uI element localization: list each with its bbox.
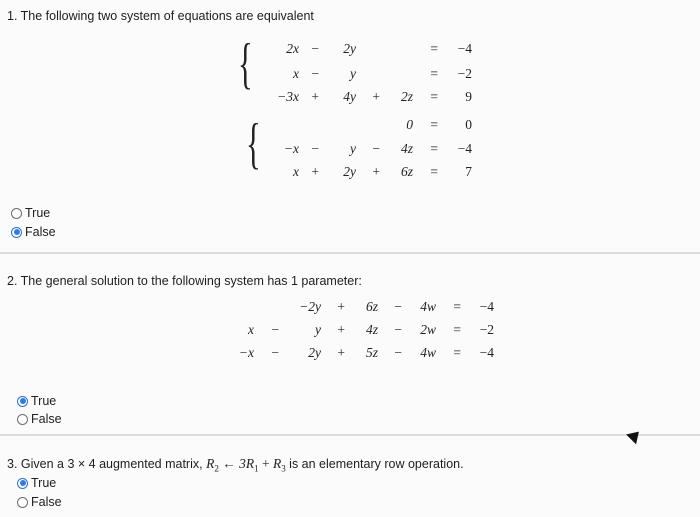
q3-formula-rhs-b: R — [272, 456, 282, 471]
equation-term: 2y — [343, 164, 356, 179]
q2-option-false[interactable] — [17, 412, 62, 426]
equation-operator: = — [430, 117, 438, 132]
equation-operator: = — [430, 66, 438, 81]
equation-operator: − — [394, 322, 402, 337]
q1-option-true-label: True — [25, 206, 51, 220]
equation-term: −4 — [457, 141, 472, 156]
q2-option-true-label: True — [31, 394, 57, 408]
q3-formula-rhs-a: 3R — [239, 456, 255, 471]
q3-radio-true[interactable] — [17, 478, 28, 489]
q3-radio-false[interactable] — [17, 497, 28, 508]
equation-operator: − — [311, 141, 319, 156]
q2-radio-true[interactable] — [17, 396, 28, 407]
equation-operator: = — [430, 89, 438, 104]
equation-operator: + — [372, 164, 380, 179]
q1-radio-false[interactable] — [11, 227, 22, 238]
equation-term: y — [350, 141, 356, 156]
q2-option-false-label: False — [31, 412, 62, 426]
equation-term: 7 — [465, 164, 472, 179]
question-2-panel — [0, 254, 700, 434]
equation-term: −2 — [479, 322, 494, 337]
equation-operator: + — [372, 89, 380, 104]
equation-term: −2 — [457, 66, 472, 81]
equation-term: 6z — [400, 164, 413, 179]
q3-formula-lhs-sub: 2 — [214, 463, 219, 474]
q3-formula-rhs-a-sub: 1 — [254, 463, 259, 474]
q1-option-true[interactable] — [11, 206, 50, 220]
equation-operator: − — [311, 41, 319, 56]
q3-formula-plus: + — [261, 456, 270, 471]
equation-term: −3x — [277, 89, 299, 104]
equation-term: −4 — [479, 345, 494, 360]
equation-term: −4 — [479, 299, 494, 314]
equation-term: 4z — [365, 322, 378, 337]
q3-formula — [206, 456, 286, 474]
q3-option-true[interactable] — [17, 476, 56, 490]
equation-operator: = — [453, 299, 461, 314]
equation-term: 5z — [365, 345, 378, 360]
equation-term: x — [248, 322, 254, 337]
equation-term: 0 — [406, 117, 413, 132]
q1-option-false[interactable] — [11, 225, 56, 239]
q2-option-true[interactable] — [17, 394, 56, 408]
q1-radio-true[interactable] — [11, 208, 22, 219]
q3-option-false-label: False — [31, 495, 62, 509]
q3-text-prefix: 3. Given a 3 × 4 augmented matrix, — [7, 457, 207, 471]
equation-term: 4w — [420, 299, 436, 314]
equation-term: −x — [283, 141, 299, 156]
equation-operator: − — [311, 66, 319, 81]
question-3-panel — [0, 436, 700, 517]
equation-term: 2x — [286, 41, 299, 56]
equation-operator: + — [311, 164, 319, 179]
equation-term: y — [315, 322, 321, 337]
equation-term: 4y — [343, 89, 356, 104]
equation-operator: = — [430, 164, 438, 179]
q3-text-suffix: is an elementary row operation. — [285, 457, 464, 471]
equation-term: y — [350, 66, 356, 81]
equation-term: 4z — [400, 141, 413, 156]
equation-term: 6z — [365, 299, 378, 314]
equation-operator: − — [372, 141, 380, 156]
equation-operator: − — [271, 345, 279, 360]
equation-operator: + — [337, 299, 345, 314]
equation-operator: = — [430, 141, 438, 156]
equation-operator: − — [394, 345, 402, 360]
equation-term: 4w — [420, 345, 436, 360]
equation-term: 2w — [420, 322, 436, 337]
equation-operator: = — [430, 41, 438, 56]
equation-term: x — [293, 66, 299, 81]
equation-term: 9 — [465, 89, 472, 104]
question-1-text: 1. The following two system of equations are equivalent — [7, 9, 314, 23]
equation-operator: = — [453, 322, 461, 337]
equation-term: x — [293, 164, 299, 179]
question-1-panel — [0, 0, 700, 252]
left-brace-2: { — [246, 113, 261, 175]
q2-radio-false[interactable] — [17, 414, 28, 425]
equation-operator: + — [337, 345, 345, 360]
q1-option-false-label: False — [25, 225, 56, 239]
equation-operator: − — [394, 299, 402, 314]
question-3-text — [7, 456, 464, 474]
q3-formula-arrow: ← — [222, 456, 236, 471]
question-2-text: 2. The general solution to the following system has 1 parameter: — [7, 274, 362, 288]
equation-term: 2z — [400, 89, 413, 104]
equation-operator: + — [337, 322, 345, 337]
equation-operator: = — [453, 345, 461, 360]
equation-term: 2y — [308, 345, 321, 360]
equation-term: −x — [238, 345, 254, 360]
left-brace-1: { — [238, 33, 253, 95]
q3-formula-rhs-b-sub: 3 — [281, 463, 286, 474]
equation-term: 0 — [465, 117, 472, 132]
q3-formula-lhs: R — [206, 456, 215, 471]
equation-operator: − — [271, 322, 279, 337]
equation-term: −4 — [457, 41, 472, 56]
equation-term: 2y — [343, 41, 356, 56]
equation-term: −2y — [299, 299, 321, 314]
equation-operator: + — [311, 89, 319, 104]
q3-option-false[interactable] — [17, 495, 62, 509]
q3-option-true-label: True — [31, 476, 57, 490]
